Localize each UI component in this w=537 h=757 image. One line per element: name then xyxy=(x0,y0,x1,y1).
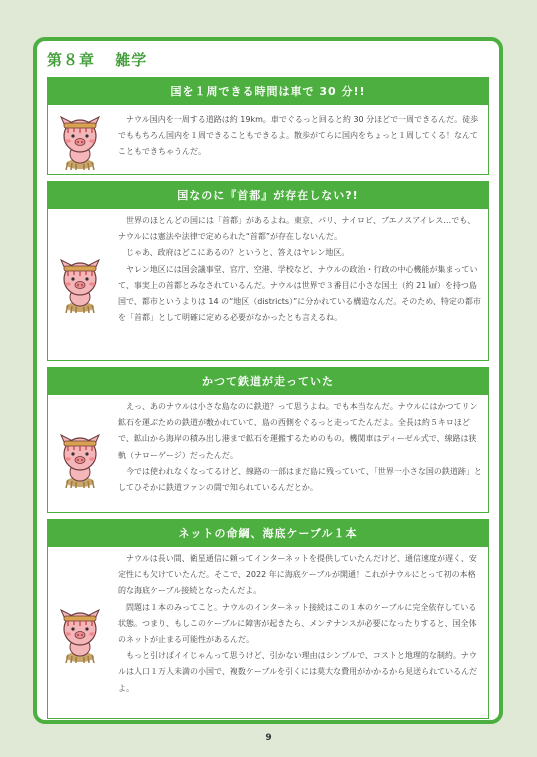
page-frame xyxy=(33,37,503,724)
section-title: 国なのに『首都』が存在しない?! xyxy=(48,182,488,209)
paragraph: もっと引けばイイじゃんって思うけど、引かない理由はシンプルで、コストと地理的な制約。ナウルは人口１万人未満の小国で、複数ケーブルを引くには莫大な費用がかかるから見送られているんだよ。 xyxy=(118,651,478,693)
paragraph: えっ、あのナウルは小さな島なのに鉄道？って思うよね。でも本当なんだ。ナウルにはかつてリン鉱石を運ぶための鉄道が敷かれていて、島の西側をぐるっと走ってたんだよ。全長は約５キロほどで、鉱山から海岸の積み出し港まで鉱石を運搬するためのもの。機関車はディーゼル式で、線路は狭軌（ナローゲージ）だったんだ。 xyxy=(118,402,478,460)
section-no-capital xyxy=(47,181,489,361)
paragraph: ヤレン地区には国会議事堂、官庁、空港、学校など、ナウルの政治・行政の中心機能が集まっていて、事実上の首都とみなされているんだ。ナウルは世界で３番目に小さな国土（約 21 ㎢）を持つ島国で、都市というよりは 14 の“地区（districts）”に分かれている構造なんだ。そのため、特定の都市を「首都」として明確に定める必要がなかったとも言えるね。 xyxy=(118,264,481,323)
chapter-number: 第８章 xyxy=(47,51,96,69)
section-undersea-cable xyxy=(47,519,489,719)
pig-mascot-icon xyxy=(54,257,106,313)
pig-mascot-icon xyxy=(54,607,106,663)
section-body xyxy=(118,399,482,496)
paragraph: ナウルは長い間、衛星通信に頼ってインターネットを提供していたんだけど、通信速度が遅く、安定性にも欠けていたんだ。そこで、2022 年に海底ケーブルが開通！これがナウルにとって初の本格的な海底ケーブル接続となったんだよ。 xyxy=(118,554,477,596)
paragraph: ナウル国内を一周する道路は約 19km。車でぐるっと回ると約 30 分ほどで一周できるんだ。徒歩でももちろん国内を１周できることもできるよ。散歩がてらに国内をちょっと１周してくる！なんてこともできちゃうんだ。 xyxy=(118,115,479,157)
section-title: ネットの命綱、海底ケーブル１本 xyxy=(48,520,488,547)
paragraph: 世界のほとんどの国には「首都」があるよね。東京、パリ、ナイロビ、ブエノスアイレス…でも、ナウルには憲法や法律で定められた“首都”が存在しないんだ。 xyxy=(118,216,476,242)
pig-mascot-icon xyxy=(54,432,106,488)
section-title: かつて鉄道が走っていた xyxy=(48,368,488,395)
paragraph: 問題は１本のみってこと。ナウルのインターネット接続はこの１本のケーブルに完全依存している状態。つまり、もしこのケーブルに障害が起きたら、メンテナンスが必要になったりすると、国全体のネットが止まる可能性があるんだ。 xyxy=(118,602,477,645)
pig-mascot-icon xyxy=(54,114,106,170)
section-body xyxy=(118,551,482,697)
chapter-title: 雑学 xyxy=(115,51,148,69)
page-number: 9 xyxy=(265,733,272,743)
chapter-heading xyxy=(47,49,147,70)
paragraph: じゃあ、政府はどこにあるの？というと、答えはヤレン地区。 xyxy=(126,248,350,258)
paragraph: 今では使われなくなってるけど、線路の一部はまだ島に残っていて、「世界一小さな国の鉄道跡」としてひそかに鉄道ファンの間で知られているんだとか。 xyxy=(118,466,482,493)
section-title: 国を１周できる時間は車で 30 分!! xyxy=(48,78,488,105)
section-body xyxy=(118,112,482,161)
section-drive-around xyxy=(47,77,489,175)
section-body xyxy=(118,213,482,326)
section-railway xyxy=(47,367,489,513)
